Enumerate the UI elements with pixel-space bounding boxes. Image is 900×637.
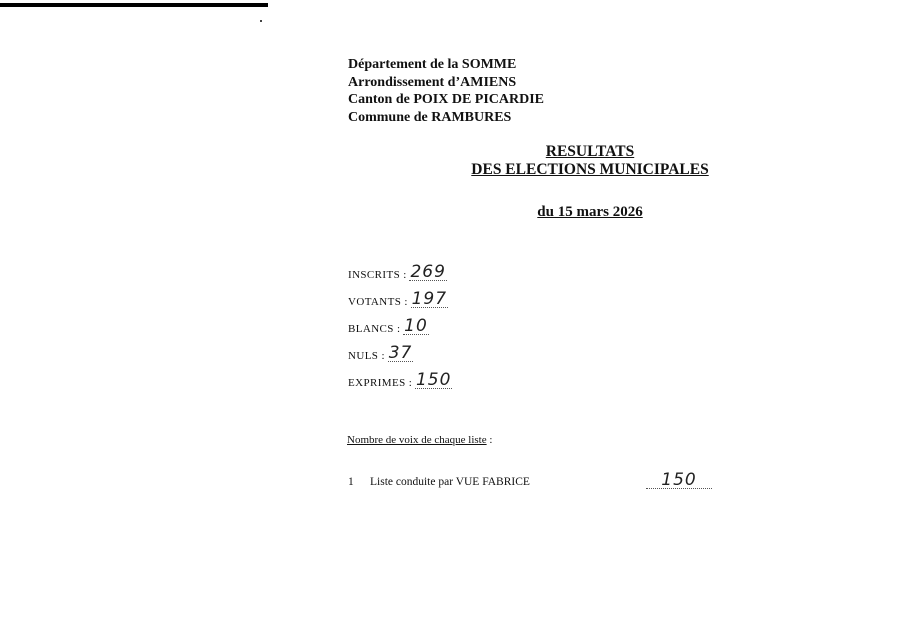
votes-per-list-heading bbox=[347, 434, 492, 446]
stat-label: INSCRITS : bbox=[348, 269, 407, 281]
stat-label: NULS : bbox=[348, 350, 385, 362]
results-stats bbox=[348, 264, 452, 399]
stat-value: 150 bbox=[415, 370, 452, 390]
stat-label: BLANCS : bbox=[348, 323, 401, 335]
votes-per-list-text: Nombre de voix de chaque liste bbox=[347, 434, 487, 446]
stat-value: 269 bbox=[410, 262, 446, 282]
stat-value: 37 bbox=[388, 343, 413, 363]
list-name: Liste conduite par VUE FABRICE bbox=[370, 476, 530, 488]
scan-speck bbox=[260, 20, 262, 22]
stat-value: 197 bbox=[411, 289, 448, 309]
commune-line: Commune de RAMBURES bbox=[348, 109, 512, 125]
title-line-2: DES ELECTIONS MUNICIPALES bbox=[471, 161, 709, 178]
canton-line: Canton de POIX DE PICARDIE bbox=[348, 92, 545, 107]
scan-border-mark bbox=[0, 3, 268, 7]
list-result-row bbox=[348, 470, 728, 496]
title-line-1: RESULTATS bbox=[545, 143, 635, 160]
stat-inscrits bbox=[348, 264, 452, 291]
arrondissement-line: Arrondissement d’AMIENS bbox=[348, 74, 517, 90]
document-title bbox=[440, 143, 740, 179]
stat-nuls bbox=[348, 345, 452, 372]
stat-blancs bbox=[348, 318, 452, 345]
administrative-header bbox=[348, 56, 544, 126]
stat-label: VOTANTS : bbox=[348, 296, 408, 308]
departement-line: Département de la SOMME bbox=[348, 57, 517, 72]
stat-value: 10 bbox=[404, 316, 428, 336]
stat-label: EXPRIMES : bbox=[348, 377, 413, 389]
stat-votants bbox=[348, 291, 452, 318]
list-votes: 150 bbox=[646, 472, 712, 489]
election-date: du 15 mars 2026 bbox=[537, 204, 643, 220]
votes-per-list-colon: : bbox=[486, 434, 493, 446]
list-number: 1 bbox=[348, 476, 354, 488]
stat-exprimes bbox=[348, 372, 452, 399]
